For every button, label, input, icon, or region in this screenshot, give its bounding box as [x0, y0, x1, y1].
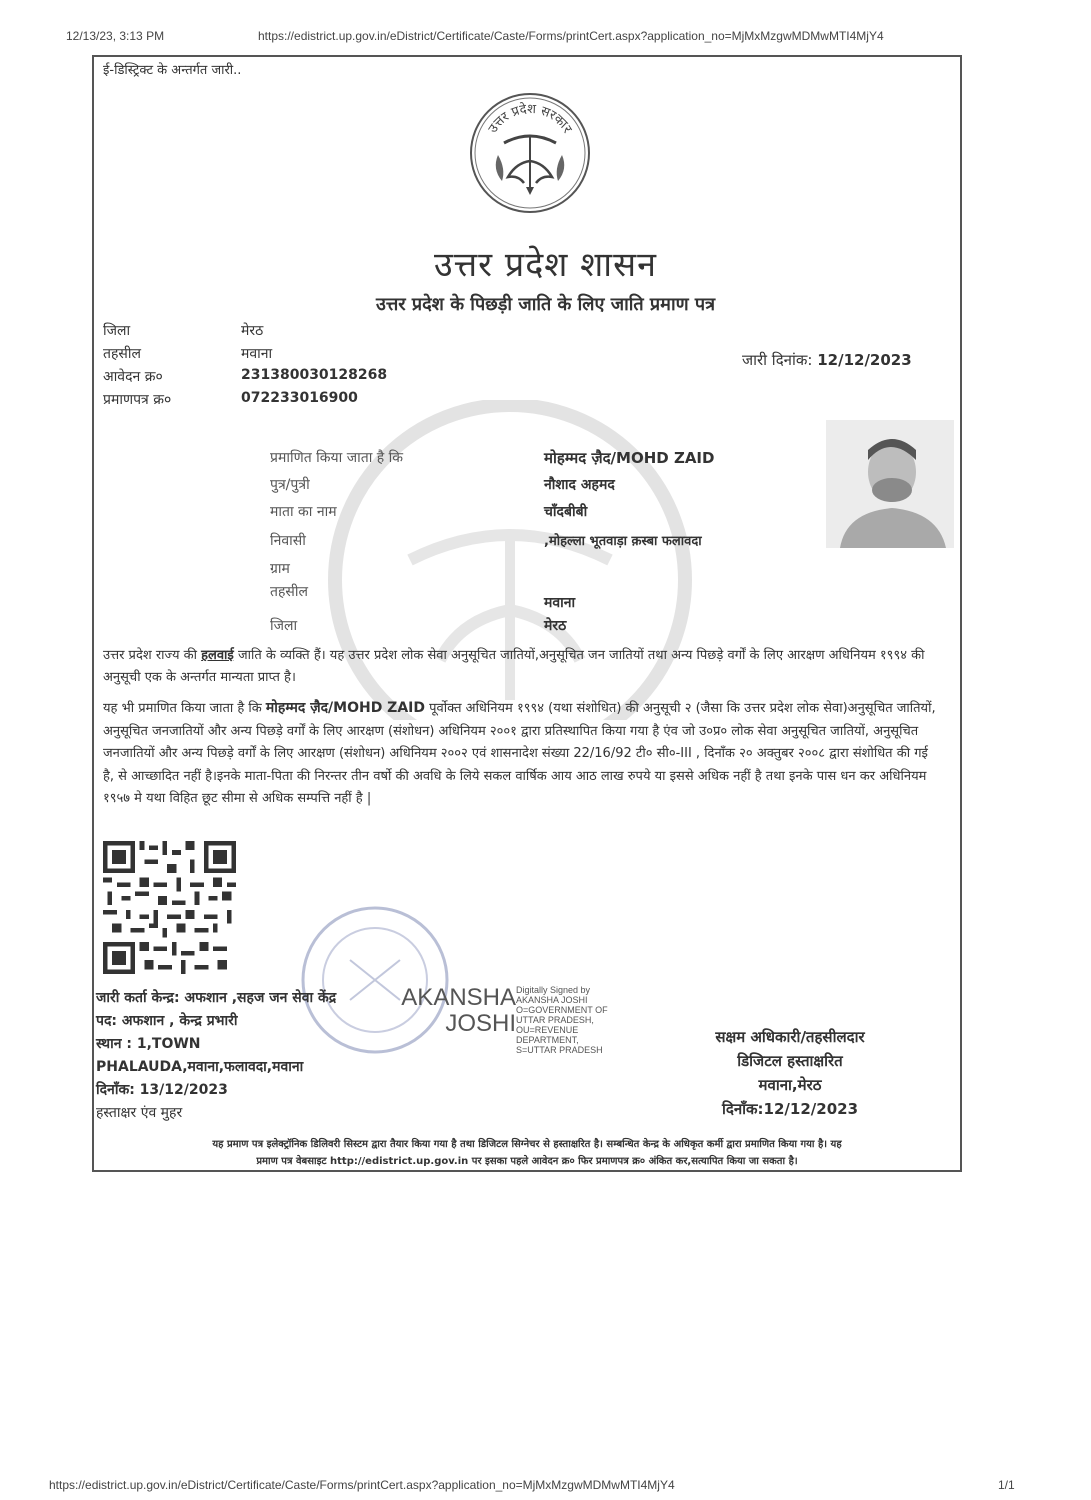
authority-designation: सक्षम अधिकारी/तहसीलदार	[715, 1028, 865, 1046]
meta-label: तहसील	[103, 346, 141, 362]
up-government-emblem-icon	[468, 91, 592, 215]
field-label: माता का नाम	[270, 504, 337, 520]
field-value: मेरठ	[544, 618, 567, 634]
meta-label: आवेदन क्र०	[103, 369, 163, 385]
para1-part-b: जाति के व्यक्ति हैं। यह उत्तर प्रदेश लोक सेवा अनुसूचित जातियों,अनुसूचित जन जातियों तथा अन्य पिछड़े वर्गों के लिए आरक्षण अधिनियम १९९४ की अनुसूची एक के अन्तर्गत मान्यता प्राप्त है।	[103, 648, 925, 685]
person-photo-icon	[826, 420, 954, 548]
field-value: चाँदबीबी	[544, 504, 588, 520]
para2-part-b: पूर्वोक्त अधिनियम १९९४ (यथा संशोधित) की अनुसूची २ (जैसा कि उत्तर प्रदेश लोक सेवा)अनुसूचित जातियों, अनुसूचित जनजातियों और अन्य पिछड़े वर्गों के लिए आरक्षण (संशोधन) अधिनियम २००१ द्वारा प्रतिस्थापित किया गया है एंव जो उ०प्र० लोक सेवा अनुसूचित जातियों, अनुसूचित जनजातियों और अन्य पिछड़े वर्गों के लिए आरक्षण (संशोधन) अधिनियम २००२ एवं शासनादेश संख्या 22/16/92 टी० सी०-III , दिनाँक २० अक्तुबर २००८ द्वारा संशोधित की गई है, से आच्छादित नहीं है।इनके माता-पिता की निरन्तर तीन वर्षो की अवधि के लिये सकल वार्षिक आय आठ लाख रुपये या इससे अधिक नहीं है तथा इनके पास धन कर अधिनियम १९५७ मे यथा विहित छूट सीमा से अधिक सम्पत्ति नहीं है |	[103, 701, 936, 806]
certificate-paragraph-1	[103, 645, 943, 689]
applicant-photo	[826, 420, 954, 548]
authority-date: दिनाँक:12/12/2023	[721, 1100, 859, 1118]
print-page-count: 1/1	[998, 1478, 1015, 1492]
meta-label: प्रमाणपत्र क्र०	[103, 392, 172, 408]
meta-row-tehsil	[103, 344, 423, 367]
person-fields	[270, 444, 830, 639]
print-url-footer: https://edistrict.up.gov.in/eDistrict/Certificate/Caste/Forms/printCert.aspx?application_no=MjMxMzgwMDMwMTI4MjY4	[49, 1478, 675, 1492]
meta-value: मवाना	[241, 346, 273, 362]
signature-name-line-2: JOSHI	[445, 1010, 516, 1037]
field-value: ,मोहल्ला भूतवाड़ा क़स्बा फलावदा	[544, 534, 702, 549]
government-title: उत्तर प्रदेश शासन	[434, 245, 657, 285]
signature-detail: Digitally Signed by	[516, 985, 591, 995]
issuer-post: पद: अफशान , केन्द्र प्रभारी	[96, 1013, 238, 1029]
digital-signature-details	[516, 985, 636, 1055]
issue-date	[742, 350, 912, 370]
certificate-title: उत्तर प्रदेश के पिछड़ी जाति के लिए जाति प्रमाण पत्र	[375, 294, 716, 315]
issuer-date: दिनाँक: 13/12/2023	[96, 1082, 228, 1098]
field-row-name	[270, 444, 830, 471]
field-row-residence	[270, 525, 830, 555]
meta-value: 072233016900	[241, 390, 358, 406]
field-label: पुत्र/पुत्री	[270, 477, 310, 493]
verification-note-line-2: प्रमाण पत्र वेबसाइट http://edistrict.up.gov.in पर इसका पहले आवेदन क्र० फिर प्रमाणपत्र क्र० अंकित कर,सत्यापित किया जा सकता है।	[256, 1156, 798, 1167]
issue-date-label: जारी दिनांक:	[742, 351, 813, 369]
verification-note	[96, 1136, 958, 1170]
svg-text:उत्तर प्रदेश सरकार	[486, 101, 575, 137]
field-value: मवाना	[544, 595, 576, 611]
authority-signed: डिजिटल हस्ताक्षरित	[737, 1052, 843, 1070]
caste-name: हलवाई	[201, 648, 234, 663]
field-label: जिला	[270, 618, 298, 634]
para1-part-a: उत्तर प्रदेश राज्य की	[103, 648, 202, 663]
signature-detail: OU=REVENUE	[516, 1025, 579, 1035]
field-value: मोहम्मद ज़ैद/MOHD ZAID	[544, 448, 715, 467]
field-row-tehsil	[270, 582, 830, 612]
verification-note-line-1: यह प्रमाण पत्र इलेक्ट्रॉनिक डिलिवरी सिस्टम द्वारा तैयार किया गया है तथा डिजिटल सिग्नेचर से हस्ताक्षरित है। सम्बन्धित केन्द्र के अधिकृत कर्मी द्वारा प्रमाणित किया गया है। यह	[212, 1139, 842, 1150]
para2-part-a: यह भी प्रमाणित किया जाता है कि	[103, 701, 266, 716]
field-label: ग्राम	[270, 561, 290, 577]
signature-detail: UTTAR PRADESH,	[516, 1015, 594, 1025]
meta-row-application-no	[103, 367, 423, 390]
field-row-village	[270, 555, 830, 582]
field-row-father	[270, 471, 830, 498]
authority-block	[680, 1025, 900, 1121]
field-label: निवासी	[270, 532, 306, 549]
authority-place: मवाना,मेरठ	[758, 1076, 822, 1094]
meta-value: मेरठ	[241, 323, 264, 339]
issuer-center: जारी कर्ता केन्द्र: अफशान ,सहज जन सेवा केंद्र	[96, 990, 337, 1006]
emblem-text: उत्तर प्रदेश सरकार	[485, 101, 575, 137]
issuer-place-2: PHALAUDA,मवाना,फलावदा,मवाना	[96, 1059, 304, 1075]
meta-row-district	[103, 321, 423, 344]
field-row-mother	[270, 498, 830, 525]
certificate-paragraph-2	[103, 697, 943, 811]
field-value: नौशाद अहमद	[544, 477, 615, 493]
print-url-header: https://edistrict.up.gov.in/eDistrict/Certificate/Caste/Forms/printCert.aspx?application_no=MjMxMzgwMDMwMTI4MjY4	[258, 29, 884, 43]
meta-value: 231380030128268	[241, 367, 388, 383]
qr-code-icon	[103, 841, 236, 974]
print-datetime: 12/13/23, 3:13 PM	[66, 29, 165, 43]
issued-under-text: ई-डिस्ट्रिक्ट के अन्तर्गत जारी..	[103, 63, 242, 78]
issuer-place-1: स्थान : 1,TOWN	[96, 1036, 201, 1052]
signature-detail: AKANSHA JOSHI	[516, 995, 588, 1005]
field-row-district	[270, 612, 830, 639]
field-label: तहसील	[270, 584, 308, 600]
field-label: प्रमाणित किया जाता है कि	[270, 450, 404, 466]
signature-detail: S=UTTAR PRADESH	[516, 1045, 603, 1055]
meta-label: जिला	[103, 323, 131, 339]
signature-detail: DEPARTMENT,	[516, 1035, 579, 1045]
issuer-block	[96, 987, 426, 1125]
signature-name-line-1: AKANSHA	[401, 984, 516, 1011]
digital-signature-name	[388, 985, 516, 1037]
signature-detail: O=GOVERNMENT OF	[516, 1005, 608, 1015]
issue-date-value: 12/12/2023	[817, 351, 912, 369]
issuer-sign-seal: हस्ताक्षर एंव मुहर	[96, 1105, 183, 1121]
para2-name: मोहम्मद ज़ैद/MOHD ZAID	[265, 700, 426, 716]
